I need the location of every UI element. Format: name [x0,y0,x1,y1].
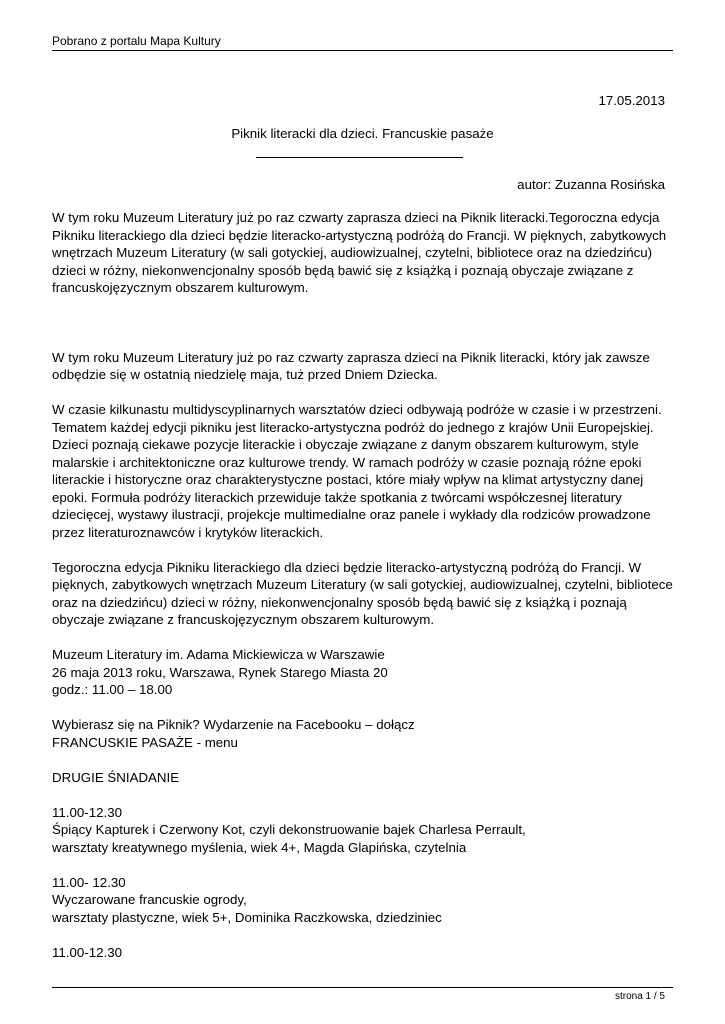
menu-title: FRANCUSKIE PASAŻE - menu [52,734,238,750]
article-author: autor: Zuzanna Rosińska [517,177,665,192]
page-header-source: Pobrano z portalu Mapa Kultury [52,34,221,48]
body-paragraph-1: W tym roku Muzeum Literatury już po raz czwarty zaprasza dzieci na Piknik literacki, który jak zawsze odbędzie się w ostatnią niedzielę maja, tuż przed Dniem Dziecka. [52,349,650,382]
article-title: Piknik literacki dla dzieci. Francuskie pasaże [231,126,494,141]
event-time: 11.00-12.30 [52,944,122,960]
event-title: Wyczarowane francuskie ogrody, [52,892,247,907]
title-underline [256,157,463,158]
event-time: 11.00-12.30 [52,804,122,820]
article-date: 17.05.2013 [598,93,665,108]
section-title: DRUGIE ŚNIADANIE [52,769,180,785]
footer-divider [52,987,673,988]
facebook-event-line: Wybierasz się na Piknik? Wydarzenie na Facebooku – dołącz [52,717,415,732]
venue-date-place: 26 maja 2013 roku, Warszawa, Rynek Starego Miasta 20 [52,664,388,680]
event-details: warsztaty plastyczne, wiek 5+, Dominika Raczkowska, dziedziniec [52,909,442,925]
body-paragraph-3: Tegoroczna edycja Pikniku literackiego dla dzieci będzie literacko-artystyczną podróżą do Francji. W pięknych, zabytkowych wnętrzach Muzeum Literatury (w sali gotyckiej, audiowizualnej, czytelni, bibliotece oraz na dziedzińcu) dzieci w różny, niekonwencjonalny sposób będą bawić się z książką i poznają obyczaje związane z francuskojęzycznym obszarem kulturowym. [52,559,673,627]
page-number: strona 1 / 5 [614,991,665,1002]
venue-hours: godz.: 11.00 – 18.00 [52,682,173,697]
event-title: Śpiący Kapturek i Czerwony Kot, czyli dekonstruowanie bajek Charlesa Perrault, [52,822,526,837]
venue-name: Muzeum Literatury im. Adama Mickiewicza w Warszawie [52,647,385,662]
event-details: warsztaty kreatywnego myślenia, wiek 4+, Magda Glapińska, czytelnia [52,839,467,855]
lead-paragraph: W tym roku Muzeum Literatury już po raz czwarty zaprasza dzieci na Piknik literacki.Tegoroczna edycja Pikniku literackiego dla dzieci będzie literacko-artystyczną podróżą do Francji. W pięknych, zabytkowych wnętrzach Muzeum Literatury (w sali gotyckiej, audiowizualnej, czytelni, bibliotece oraz na dziedzińcu) dzieci w różny, niekonwencjonalny sposób będą bawić się z książką i poznają obyczaje związane z francuskojęzycznym obszarem kulturowym. [52,210,667,295]
header-divider [52,50,673,51]
article-body [52,209,674,961]
event-time: 11.00- 12.30 [52,874,126,890]
body-paragraph-2: W czasie kilkunastu multidyscyplinarnych warsztatów dzieci odbywają podróże w czasie i w przestrzeni. Tematem każdej edycji pikniku jest literacko-artystyczna podróż do jednego z krajów Unii Europejskiej. Dzieci poznają ciekawe pozycje literackie i obyczaje związane z danym obszarem kulturowym, style malarskie i architektoniczne oraz kulturowe trendy. W ramach podróży w czasie poznają różne epoki literackie i historyczne oraz charakterystyczne postaci, które miały wpływ na klimat artystyczny danej epoki. Formuła podróży literackich przewiduje także spotkania z twórcami współczesnej literatury dziecięcej, wystawy ilustracji, projekcje multimedialne oraz panele i wykłady dla rodziców prowadzone przez literaturoznawców i krytyków literackich. [52,402,662,540]
